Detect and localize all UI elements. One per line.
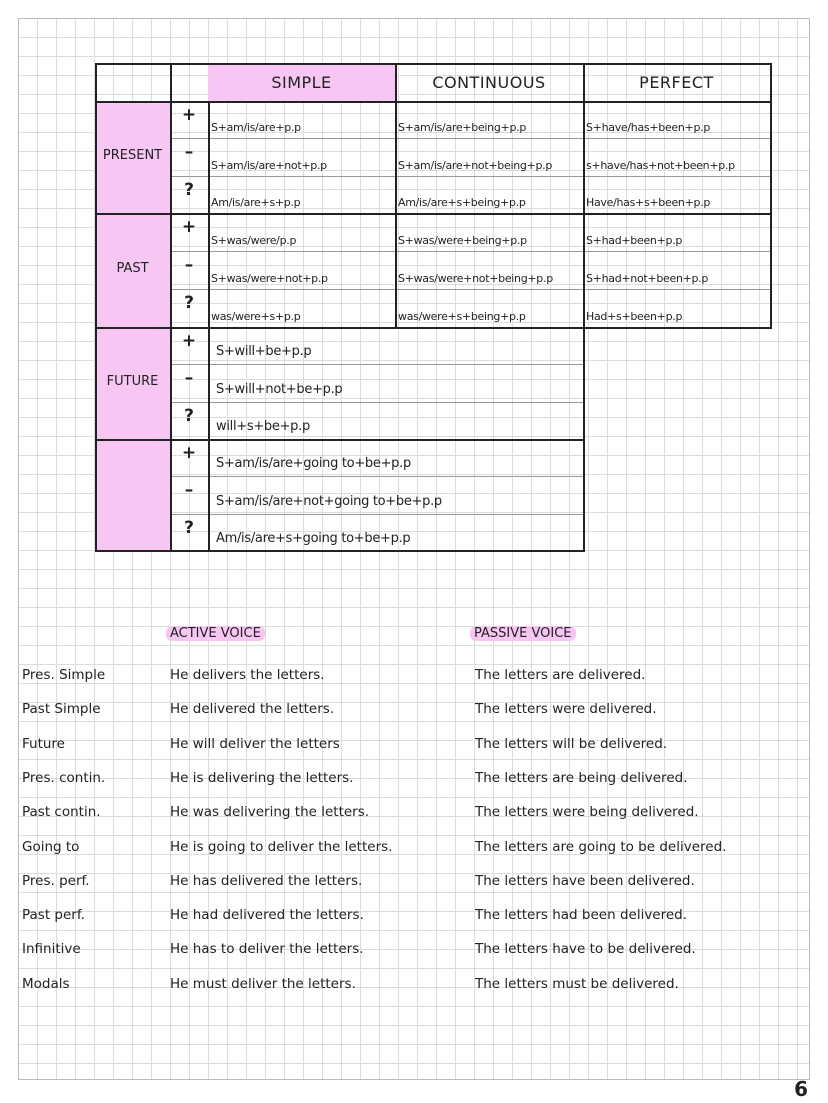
passive-sentence: The letters are going to be delivered. [475,838,727,855]
table-border [95,101,772,103]
active-sentence: He must deliver the letters. [170,975,356,992]
active-sentence: He was delivering the letters. [170,804,370,821]
sign-2: ? [184,179,194,200]
formula-cell: S+was/were+not+being+p.p [398,272,553,285]
tense-label-future: FUTURE [106,374,159,389]
passive-voice-title: PASSIVE VOICE [470,626,576,641]
formula-cell: S+had+not+been+p.p [586,272,709,285]
tense-label-present: PRESENT [102,148,163,163]
passive-sentence: The letters have to be delivered. [475,941,696,958]
table-border [208,101,210,550]
sign-2: ? [184,517,194,538]
active-sentence: He delivers the letters. [170,667,325,683]
column-header: CONTINUOUS [432,73,546,92]
row-divider [170,251,770,252]
formula-cell: was/were+s+being+p.p [398,310,526,323]
sign-1: – [184,255,194,275]
row-divider [170,364,583,365]
table-border [395,63,397,327]
formula-cell: will+s+be+p.p [216,419,310,434]
formula-cell: S+am/is/are+not+going to+be+p.p [216,493,442,509]
sign-1: – [184,142,194,163]
column-header: PERFECT [639,73,714,92]
row-divider [170,138,770,139]
table-border [770,63,772,327]
active-sentence: He will deliver the letters [170,735,340,752]
sign-0: + [181,105,197,125]
tense-name: Past perf. [22,907,85,924]
formula-cell: S+was/were+being+p.p [398,234,527,247]
table-border [95,327,772,329]
row-divider [170,402,583,403]
passive-sentence: The letters were delivered. [475,701,657,718]
formula-cell: S+had+been+p.p [586,234,683,247]
sign-1: – [184,368,194,389]
table-border [95,63,772,65]
row-divider [170,176,770,177]
tense-name: Going to [22,838,80,855]
table-border [170,63,172,550]
active-sentence: He has to deliver the letters. [170,941,364,958]
row-divider [170,289,770,290]
passive-sentence: The letters are being delivered. [475,769,688,786]
formula-cell: S+have/has+been+p.p [586,121,711,135]
formula-cell: S+was/were/p.p [211,234,297,247]
sign-2: ? [184,293,194,313]
formula-cell: S+am/is/are+not+p.p [211,158,327,172]
table-border [583,63,585,550]
passive-sentence: The letters have been delivered. [475,872,695,889]
formula-cell: Have/has+s+been+p.p [586,196,711,209]
formula-cell: S+will+be+p.p [216,344,312,360]
table-border [95,439,585,441]
tense-name: Pres. contin. [22,769,106,786]
formula-cell: S+was/were+not+p.p [211,272,328,285]
table-border [95,213,772,215]
table-border [95,63,97,550]
formula-cell: S+am/is/are+not+being+p.p [398,158,553,172]
tense-name: Past contin. [22,804,101,821]
sign-2: ? [184,405,194,426]
tense-name: Past Simple [22,701,101,718]
formula-cell: S+am/is/are+being+p.p [398,121,526,135]
column-header: SIMPLE [271,73,332,92]
active-sentence: He is going to deliver the letters. [170,838,393,855]
active-sentence: He has delivered the letters. [170,872,363,889]
active-sentence: He delivered the letters. [170,701,335,718]
page-number: 6 [794,1077,808,1101]
passive-sentence: The letters were being delivered. [475,804,699,821]
tense-column-highlight [95,101,170,550]
active-sentence: He is delivering the letters. [170,769,354,786]
tense-name: Future [22,735,65,752]
formula-cell: Am/is/are+s+p.p [211,196,301,209]
tense-name: Modals [22,975,70,992]
sign-0: + [181,443,197,463]
sign-1: – [184,480,194,501]
active-voice-title: ACTIVE VOICE [166,626,265,641]
active-sentence: He had delivered the letters. [170,907,364,924]
passive-sentence: The letters had been delivered. [475,907,688,924]
formula-cell: was/were+s+p.p [211,310,301,323]
formula-cell: s+have/has+not+been+p.p [586,158,735,172]
row-divider [170,514,583,515]
formula-cell: S+will+not+be+p.p [216,381,343,397]
passive-sentence: The letters are delivered. [475,667,646,683]
sign-0: + [181,331,197,351]
tense-name: Pres. perf. [22,872,90,889]
tense-name: Pres. Simple [22,667,106,683]
tense-name: Infinitive [22,941,81,958]
formula-cell: Am/is/are+s+being+p.p [398,196,526,209]
formula-cell: Had+s+been+p.p [586,310,683,323]
passive-sentence: The letters will be delivered. [475,735,668,752]
passive-sentence: The letters must be delivered. [475,975,679,992]
table-border [95,550,585,552]
row-divider [170,476,583,477]
formula-cell: Am/is/are+s+going to+be+p.p [216,531,411,546]
tense-label-past: PAST [116,261,149,276]
formula-cell: S+am/is/are+p.p [211,121,301,135]
formula-cell: S+am/is/are+going to+be+p.p [216,456,411,472]
sign-0: + [181,217,197,237]
